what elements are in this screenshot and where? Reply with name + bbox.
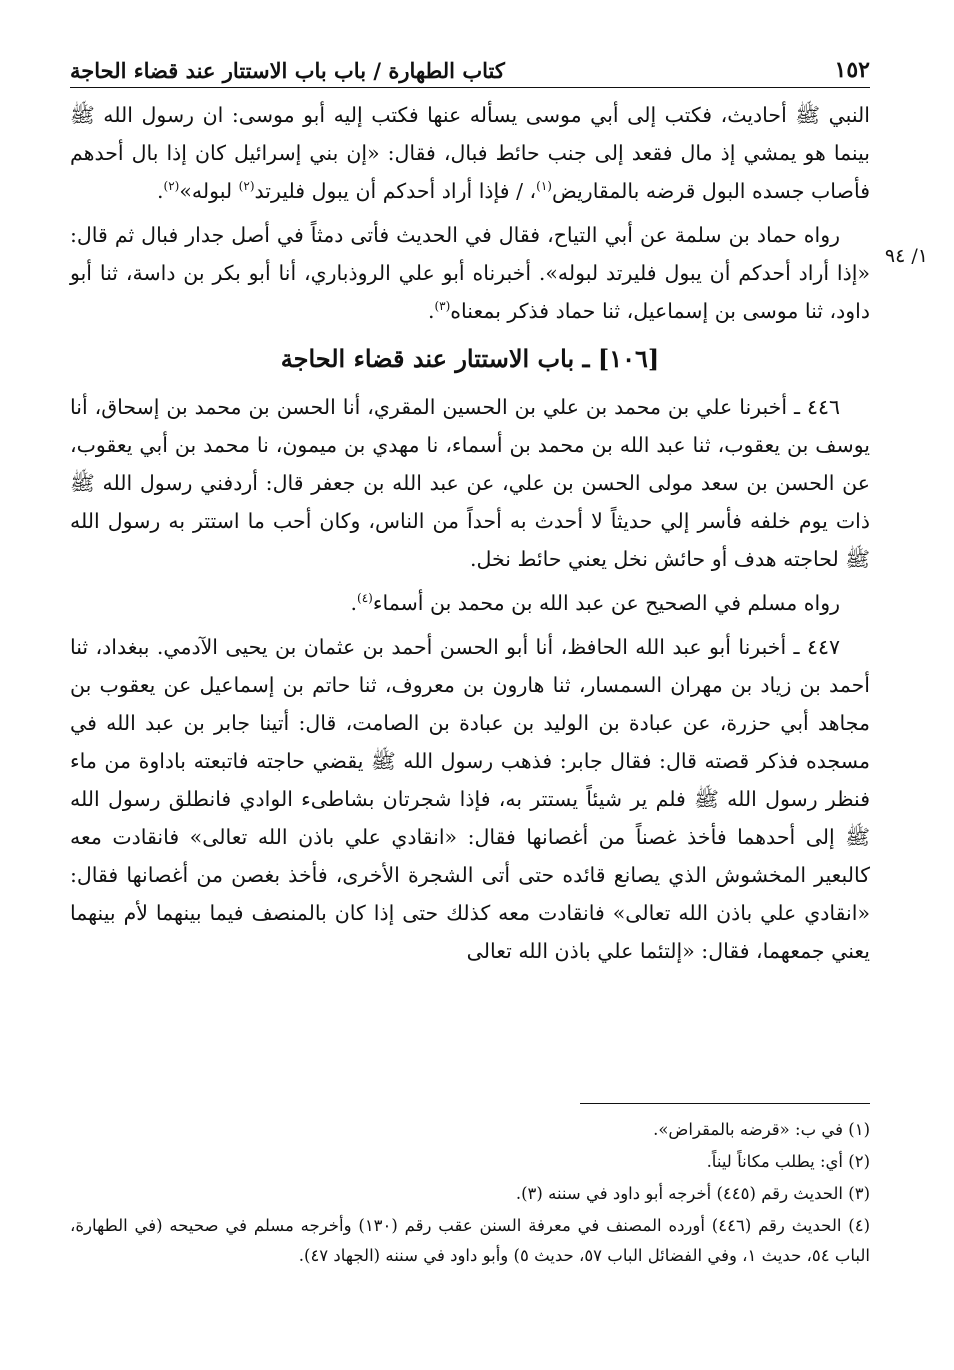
footnotes [70, 1115, 870, 1273]
text-span: . [427, 299, 435, 323]
hadith-446: ٤٤٦ ـ أخبرنا علي بن محمد بن علي بن الحسين المقري، أنا الحسن بن محمد بن إسحاق، أنا يوسف بن يعقوب، ثنا عبد الله بن محمد بن أسماء، نا مهدي بن ميمون، نا محمد بن أبي يعقوب، عن الحسن بن سعد مولى الحسن بن علي، عن عبد الله بن جعفر قال: أردفني رسول الله ﷺ ذات يوم خلفه فأسر إلي حديثاً لا أحدث به أحداً من الناس، وكان أحب ما استتر به رسول الله ﷺ لحاجته هدف أو حائش نخل يعني حائط نخل. [70, 395, 870, 571]
paragraph-continuation [70, 96, 870, 210]
footnote-ref: (٢) [163, 179, 180, 194]
paragraph-narration [70, 216, 870, 330]
footnote-divider [580, 1103, 870, 1104]
book-page [70, 40, 928, 1340]
paragraph-source [70, 584, 870, 622]
footnote-3: (٣) الحديث رقم (٤٤٥) أخرجه أبو داود في سننه (٣). [515, 1184, 870, 1203]
footnote-ref: (٢) [238, 179, 255, 194]
hadith-447: ٤٤٧ ـ أخبرنا أبو عبد الله الحافظ، أنا أبو الحسن أحمد بن عثمان بن يحيى الآدمي. ببغداد، ثنا أحمد بن زياد بن مهران السمسار، ثنا هارون بن معروف، ثنا حاتم بن إسماعيل عن يعقوب بن مجاهد أبي حزرة، عن عبادة بن الوليد بن عبادة بن الصامت، قال: أتينا جابر بن عبد الله في مسجده فذكر قصته قال: فقال جابر: فذهب رسول الله ﷺ يقضي حاجته فاتبعته باداوة من ماء فنظر رسول الله ﷺ فلم ير شيئاً يستتر به، فإذا شجرتان بشاطىء الوادي فانطلق رسول الله ﷺ إلى أحدهما فأخذ غصناً من أغصانها فقال: «انقادي علي باذن الله تعالى» فانقادت معه كالبعير المخشوش الذي يصانع قائده حتى أتى الشجرة الأخرى، فأخذ بغصن من أغصانها فقال: «انقادي علي باذن الله تعالى» فانقادت معه كذلك حتى إذا كان بالمنصف فيما بينهما لأم بينهما يعني جمعهما، فقال: «إلتئما علي باذن الله تعالى [70, 635, 870, 963]
footnote-ref: (٤) [357, 591, 373, 606]
text-span: رواه مسلم في الصحيح عن عبد الله بن محمد بن أسماء [372, 591, 840, 615]
text-span: لبوله» [179, 179, 239, 203]
text-span: . [350, 591, 358, 615]
text-span: رواه حماد بن سلمة عن أبي التياح، فقال في الحديث فأتى دمثاً في أصل جدار فبال ثم قال: «إذا أراد أحدكم أن يبول فليرتد لبوله». أخبرناه أبو علي الروذباري، أنا أبو بكر بن داسة، ثنا أبو داود، ثنا موسى بن إسماعيل، ثنا حماد فذكر بمعناه [70, 223, 870, 323]
footnote-ref: (١) [536, 179, 552, 194]
running-title: كتاب الطهارة / باب باب الاستتار عند قضاء الحاجة [70, 58, 505, 83]
page-header [70, 40, 870, 88]
text-span: ، / فإذا أراد أحدكم أن يبول فليرتد [254, 179, 537, 203]
footnote-1: (١) في ب: «قرضه بالمقراض». [653, 1120, 870, 1139]
footnote-ref: (٣) [434, 299, 451, 314]
text-span: النبي ﷺ أحاديث، فكتب إلى أبي موسى يسأله عنها فكتب إليه أبو موسى: ان رسول الله ﷺ بينما هو يمشي إذ مال فقعد إلى جنب حائط فبال، فقال: «إن بني إسرائيل كان إذا بال أحدهم فأصاب جسده البول قرضه بالمقاريض [70, 103, 870, 203]
page-number: ١٥٢ [834, 57, 870, 83]
text-span: . [156, 179, 164, 203]
margin-reference: ١/ ٩٤ [884, 245, 928, 267]
footnote-4: (٤) الحديث رقم (٤٤٦) أورده المصنف في معرفة السنن عقب رقم (١٣٠) وأخرجه مسلم في صحيحه (في الطهارة، الباب ٥٤، حديث ١، وفي الفضائل الباب ٥٧، حديث ٥) وأبو داود في سننه (الجهاد ٤٧). [70, 1216, 870, 1265]
footnote-2: (٢) أي: يطلب مكاناً ليناً. [706, 1152, 870, 1171]
main-text [70, 96, 870, 970]
section-heading: [١٠٦] ـ باب الاستتار عند قضاء الحاجة [280, 344, 660, 373]
